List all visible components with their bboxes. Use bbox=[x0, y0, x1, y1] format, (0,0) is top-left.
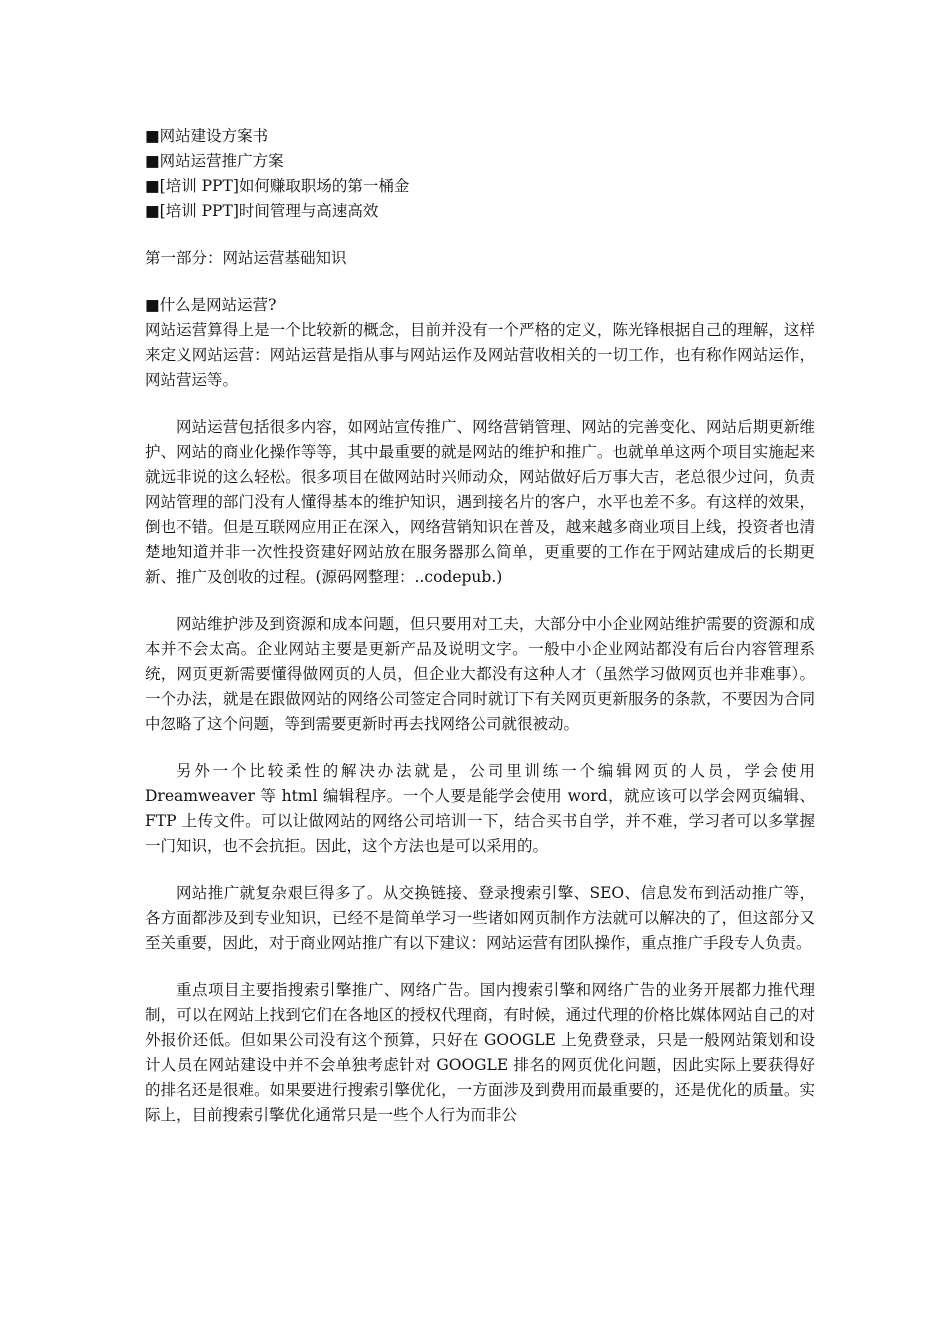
paragraph-key-projects: 重点项目主要指搜索引擎推广、网络广告。国内搜索引擎和网络广告的业务开展都力推代理制，可以在网站上找到它们在各地区的授权代理商，有时候，通过代理的价格比媒体网站自己的对外报价还低。但如果公司没有这个预算，只好在 GOOGLE 上免费登录，只是一般网站策划和设计人员在网站建设中并不会单独考虑针对 GOOGLE 排名的网页优化问题，因此实际上要获得好的排名还是很难。如果要进行搜索引擎优化，一方面涉及到费用而最重要的，还是优化的质量。实际上，目前搜索引擎优化通常只是一些个人行为而非公 bbox=[145, 981, 815, 1124]
link-training-first-pot-of-gold[interactable]: ■[培训 PPT]如何赚取职场的第一桶金 bbox=[145, 177, 410, 195]
paragraph-definition: 网站运营算得上是一个比较新的概念，目前并没有一个严格的定义，陈光锋根据自己的理解，这样来定义网站运营：网站运营是指从事与网站运作及网站营收相关的一切工作，也有称作网站运作，网站营运等。 bbox=[145, 321, 815, 389]
paragraph-flexible-solution: 另外一个比较柔性的解决办法就是，公司里训练一个编辑网页的人员，学会使用 Dreamweaver 等 html 编辑程序。一个人要是能学会使用 word，就应该可以学会网页编辑、FTP 上传文件。可以让做网站的网络公司培训一下，结合买书自学，并不难，学习者可以多掌握一门知识，也不会抗拒。因此，这个方法也是可以采用的。 bbox=[145, 762, 815, 855]
question-heading: ■什么是网站运营? bbox=[145, 296, 277, 314]
link-website-promotion-plan[interactable]: ■网站运营推广方案 bbox=[145, 152, 284, 170]
link-website-construction-plan[interactable]: ■网站建设方案书 bbox=[145, 127, 269, 145]
section-title: 第一部分：网站运营基础知识 bbox=[145, 249, 347, 267]
link-training-time-management[interactable]: ■[培训 PPT]时间管理与高速高效 bbox=[145, 202, 379, 220]
document-page bbox=[145, 124, 815, 1150]
paragraph-promotion: 网站推广就复杂艰巨得多了。从交换链接、登录搜索引擎、SEO、信息发布到活动推广等，各方面都涉及到专业知识，已经不是简单学习一些诸如网页制作方法就可以解决的了，但这部分又至关重要，因此，对于商业网站推广有以下建议：网站运营有团队操作，重点推广手段专人负责。 bbox=[145, 884, 815, 952]
link-list bbox=[145, 124, 815, 224]
paragraph-maintenance: 网站维护涉及到资源和成本问题，但只要用对工夫，大部分中小企业网站维护需要的资源和成本并不会太高。企业网站主要是更新产品及说明文字。一般中小企业网站都没有后台内容管理系统，网页更新需要懂得做网页的人员，但企业大都没有这种人才（虽然学习做网页也并非难事）。一个办法，就是在跟做网站的网络公司签定合同时就订下有关网页更新服务的条款，不要因为合同中忽略了这个问题，等到需要更新时再去找网络公司就很被动。 bbox=[145, 615, 815, 733]
paragraph-operation-content: 网站运营包括很多内容，如网站宣传推广、网络营销管理、网站的完善变化、网站后期更新维护、网站的商业化操作等等，其中最重要的就是网站的维护和推广。也就单单这两个项目实施起来就远非说的这么轻松。很多项目在做网站时兴师动众，网站做好后万事大吉，老总很少过问，负责网站管理的部门没有人懂得基本的维护知识，遇到接名片的客户，水平也差不多。有这样的效果，倒也不错。但是互联网应用正在深入，网络营销知识在普及，越来越多商业项目上线，投资者也清楚地知道并非一次性投资建好网站放在服务器那么简单，更重要的工作在于网站建成后的长期更新、推广及创收的过程。(源码网整理：..codepub.) bbox=[145, 418, 815, 586]
